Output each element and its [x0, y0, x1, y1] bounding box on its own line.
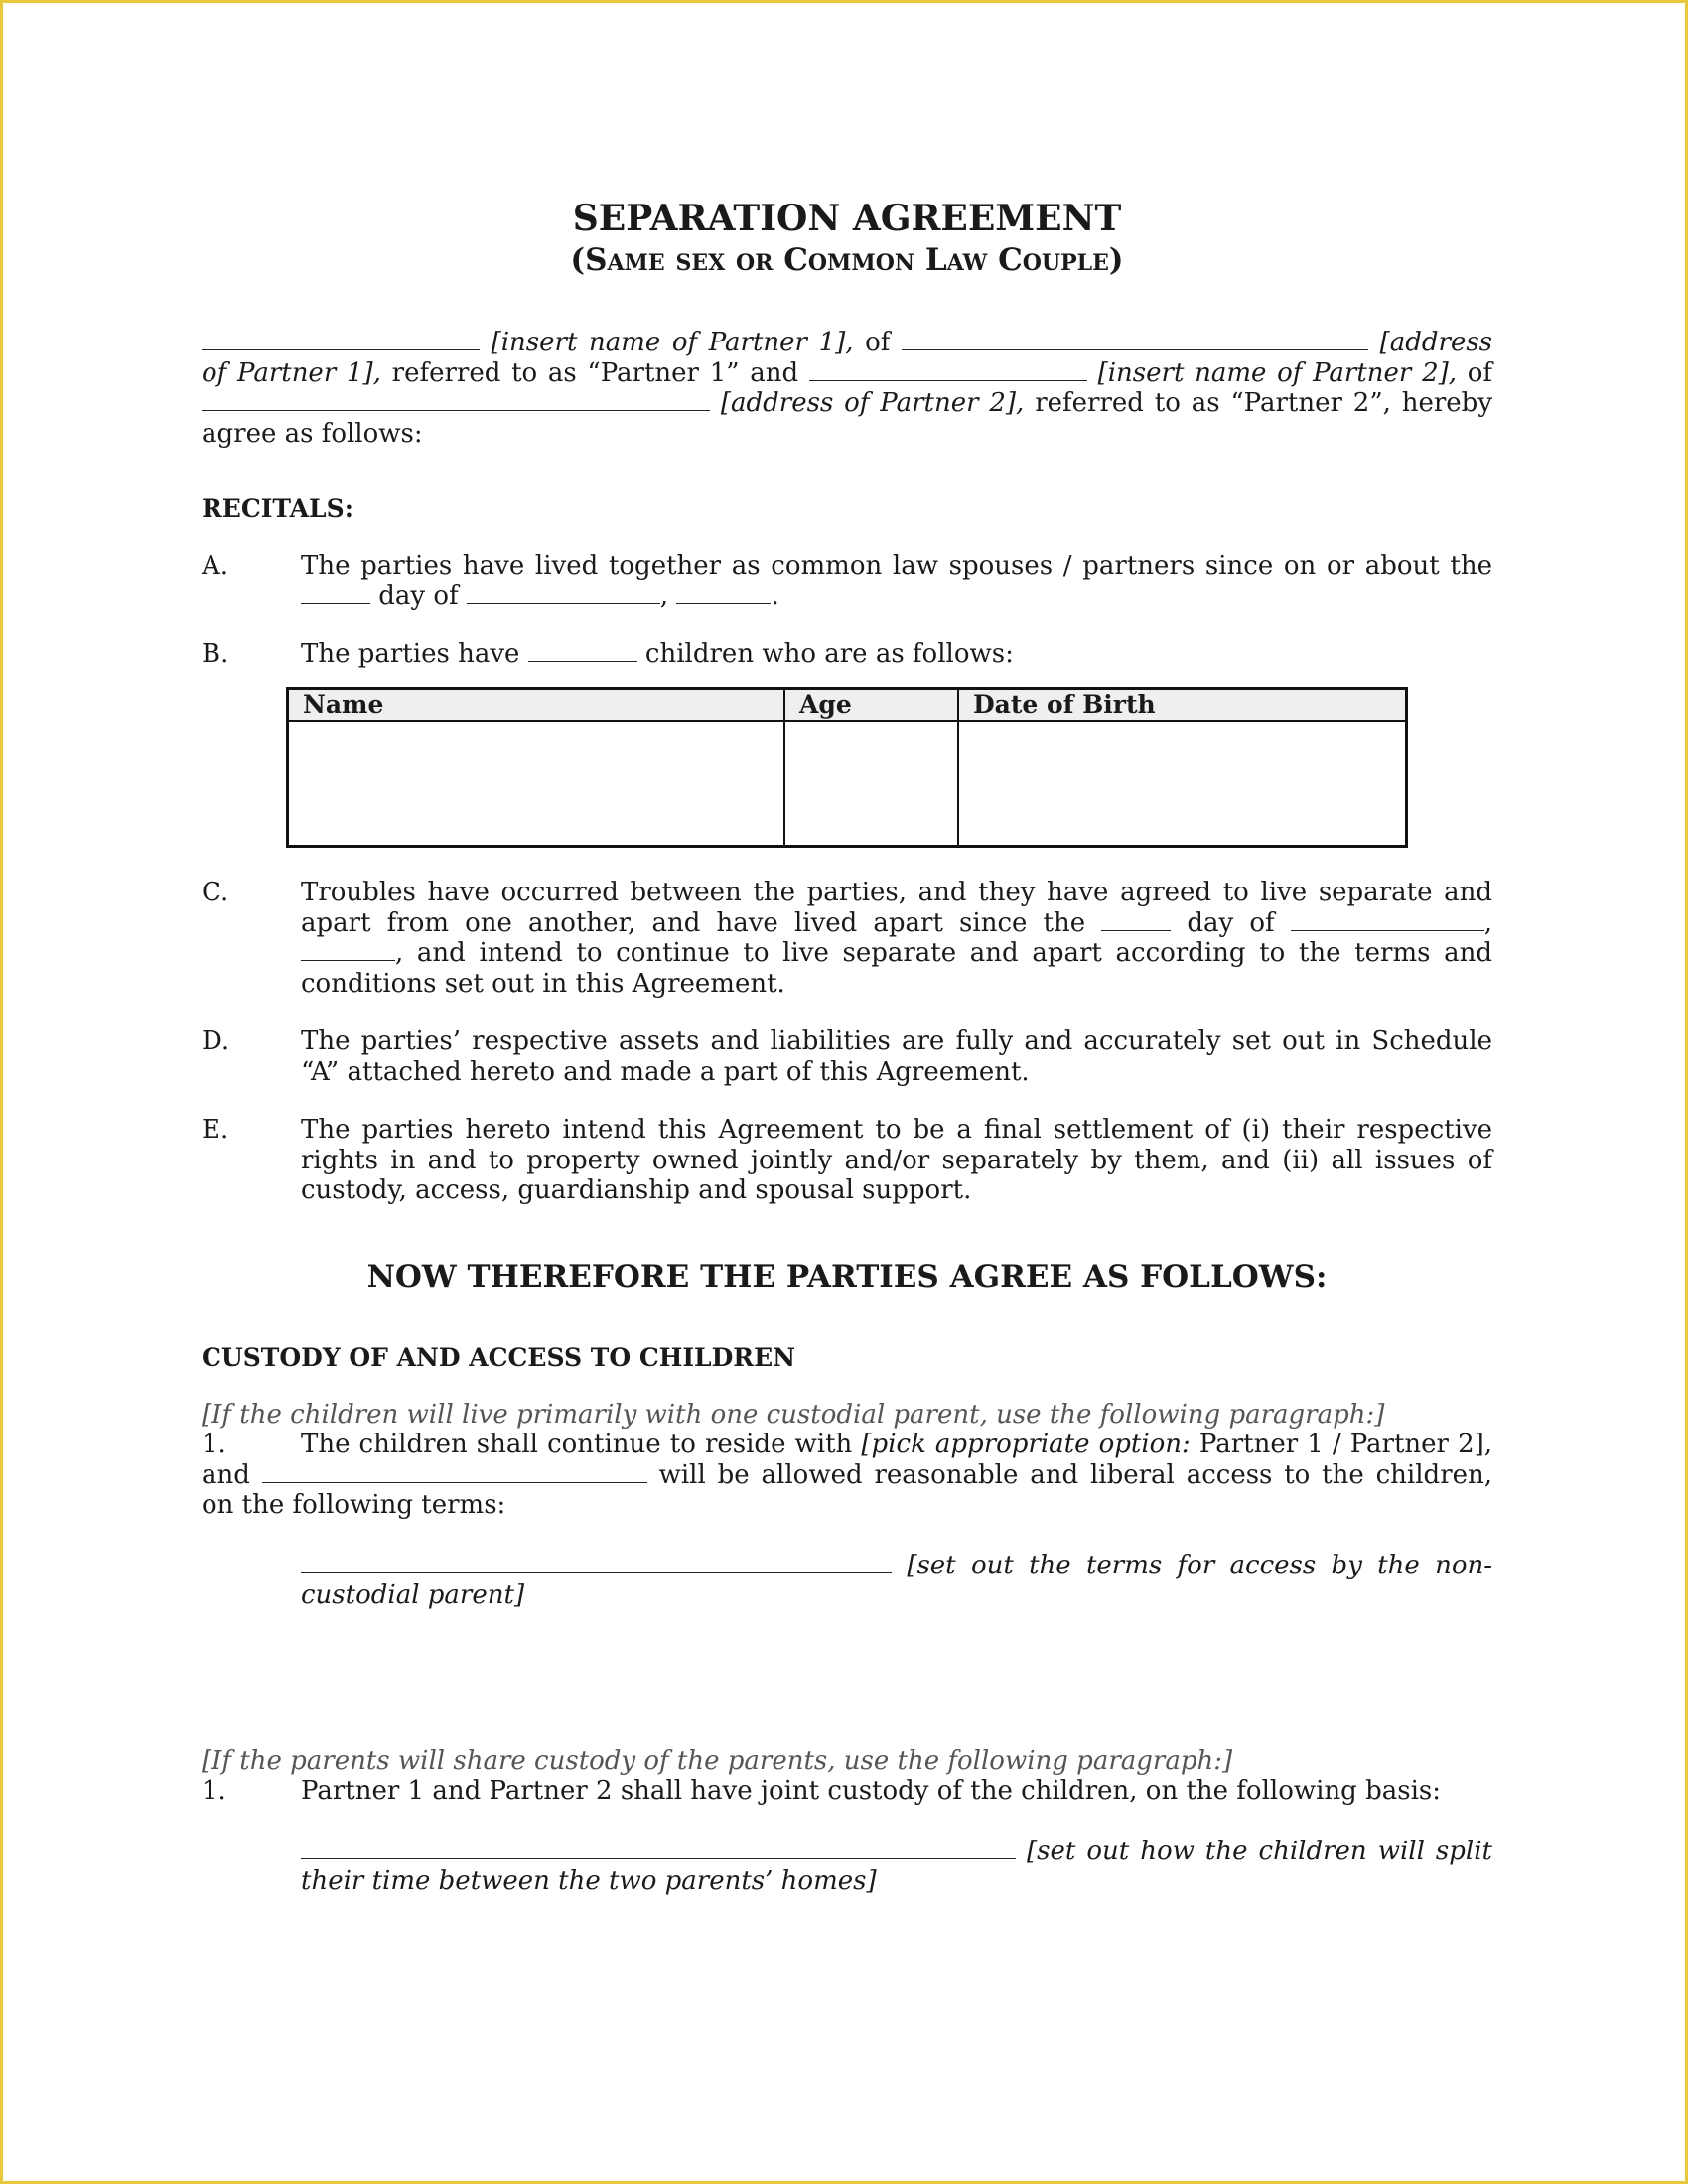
recital-c-month-blank[interactable] — [1291, 910, 1484, 931]
document-body — [202, 197, 1492, 1897]
custody-paragraph-1 — [202, 1430, 1492, 1521]
children-count-blank[interactable] — [528, 641, 637, 662]
custody-p2-number: 1. — [202, 1776, 226, 1806]
custody-heading: CUSTODY OF AND ACCESS TO CHILDREN — [202, 1343, 795, 1372]
partner2-address-blank[interactable] — [202, 390, 710, 411]
recitals-heading: RECITALS: — [202, 494, 353, 523]
document-subtitle: (Same sex or Common Law Couple) — [570, 242, 1124, 278]
access-parent-blank[interactable] — [262, 1462, 647, 1483]
recital-c-text-2: day of — [1187, 907, 1275, 938]
partner2-address-hint: [address of Partner 2], — [720, 388, 1025, 418]
recital-a-letter: A. — [202, 550, 229, 581]
recital-a-year-blank[interactable] — [676, 583, 771, 604]
recital-d-text: The parties’ respective assets and liabilities are fully and accurately set out in Schedule “A” attached hereto and made a part of this Agreement. — [301, 1026, 1492, 1087]
recital-c-text-3: , and intend to continue to live separate and apart according to the terms and conditions set out in this Agreement. — [301, 938, 1492, 999]
recital-b-text-2: children who are as follows: — [644, 638, 1014, 669]
joint-custody-terms-hint: [set out how the children will split their time between the two parents’ homes] — [301, 1836, 1492, 1896]
partner2-name-blank[interactable] — [809, 360, 1087, 381]
recital-a-month-blank[interactable] — [467, 583, 660, 604]
recital-a-text-1: The parties have lived together as common law spouses / partners since on or about the — [301, 550, 1492, 581]
recital-e-letter: E. — [202, 1115, 229, 1145]
intro-of-1: of — [865, 328, 891, 357]
table-row — [288, 721, 1407, 847]
custody-p1-option-hint: [pick appropriate option: — [861, 1430, 1191, 1459]
recital-e-text: The parties hereto intend this Agreement to be a final settlement of (i) their respective rights in and to property owned jointly and/or separately by them, and (ii) all issues of custody, access, guardianship and spousal support. — [301, 1115, 1492, 1205]
partner1-address-hint: [address of Partner 1], — [202, 328, 1493, 388]
access-terms-hint: [set out the terms for access by the non-custodial parent] — [301, 1550, 1493, 1610]
custody-p2-text: Partner 1 and Partner 2 shall have joint custody of the children, on the following basis: — [301, 1776, 1441, 1806]
intro-of-2: of — [1467, 357, 1493, 388]
partner1-name-hint: [insert name of Partner 1], — [491, 328, 854, 357]
child-name-cell[interactable] — [288, 721, 785, 847]
custody-p1-text-1: The children shall continue to reside with — [301, 1430, 853, 1459]
recital-a-comma: , — [659, 581, 669, 611]
intro-paragraph — [202, 328, 1492, 449]
document-title: SEPARATION AGREEMENT — [572, 198, 1122, 239]
recital-b-text-1: The parties have — [301, 638, 520, 669]
recital-e — [202, 1115, 1492, 1206]
recital-c-day-blank[interactable] — [1101, 910, 1171, 931]
recital-b — [202, 639, 1492, 670]
child-dob-cell[interactable] — [958, 721, 1407, 847]
recital-c-year-blank[interactable] — [301, 940, 395, 961]
recital-d — [202, 1026, 1492, 1087]
recital-a-day-blank[interactable] — [301, 583, 370, 604]
col-age-header: Age — [784, 689, 958, 722]
child-age-cell[interactable] — [784, 721, 958, 847]
custody-paragraph-2 — [202, 1776, 1492, 1807]
recital-a-period: . — [771, 581, 779, 611]
recital-c-comma: , — [1483, 907, 1492, 938]
partner1-name-blank[interactable] — [202, 330, 480, 350]
joint-custody-terms-blank[interactable] — [301, 1839, 1016, 1859]
recital-c — [202, 878, 1492, 999]
children-table — [286, 687, 1408, 848]
partner1-address-blank[interactable] — [902, 330, 1368, 350]
recital-c-letter: C. — [202, 878, 229, 907]
recital-c-text-1: Troubles have occurred between the parties, and they have agreed to live separate and apart from one another, and have lived apart since the — [301, 878, 1492, 938]
intro-referred-2: referred to as “Partner 2”, hereby agree as follows: — [202, 388, 1493, 449]
recital-b-letter: B. — [202, 638, 229, 669]
custody-p1-option-values: Partner 1 / Partner 2], and — [202, 1430, 1493, 1490]
custody-note-2: [If the parents will share custody of the parents, use the following paragraph:] — [202, 1745, 1233, 1776]
recital-d-letter: D. — [202, 1026, 230, 1056]
recital-a — [202, 551, 1492, 612]
col-dob-header: Date of Birth — [958, 689, 1407, 722]
access-terms-blank[interactable] — [301, 1553, 892, 1573]
agreement-heading: NOW THEREFORE THE PARTIES AGREE AS FOLLOWS: — [366, 1258, 1328, 1295]
recital-a-text-2: day of — [378, 581, 459, 611]
custody-note-1: [If the children will live primarily with one custodial parent, use the following paragraph:] — [202, 1399, 1385, 1430]
children-table-header — [288, 689, 1407, 722]
custody-p1-text-2: will be allowed reasonable and liberal access to the children, on the following terms: — [202, 1459, 1493, 1520]
intro-referred-1: referred to as “Partner 1” and — [391, 357, 799, 388]
joint-custody-terms-line — [301, 1837, 1492, 1897]
partner2-name-hint: [insert name of Partner 2], — [1097, 357, 1458, 388]
col-name-header: Name — [288, 689, 785, 722]
custody-p1-number: 1. — [202, 1430, 226, 1459]
access-terms-line — [301, 1551, 1492, 1611]
